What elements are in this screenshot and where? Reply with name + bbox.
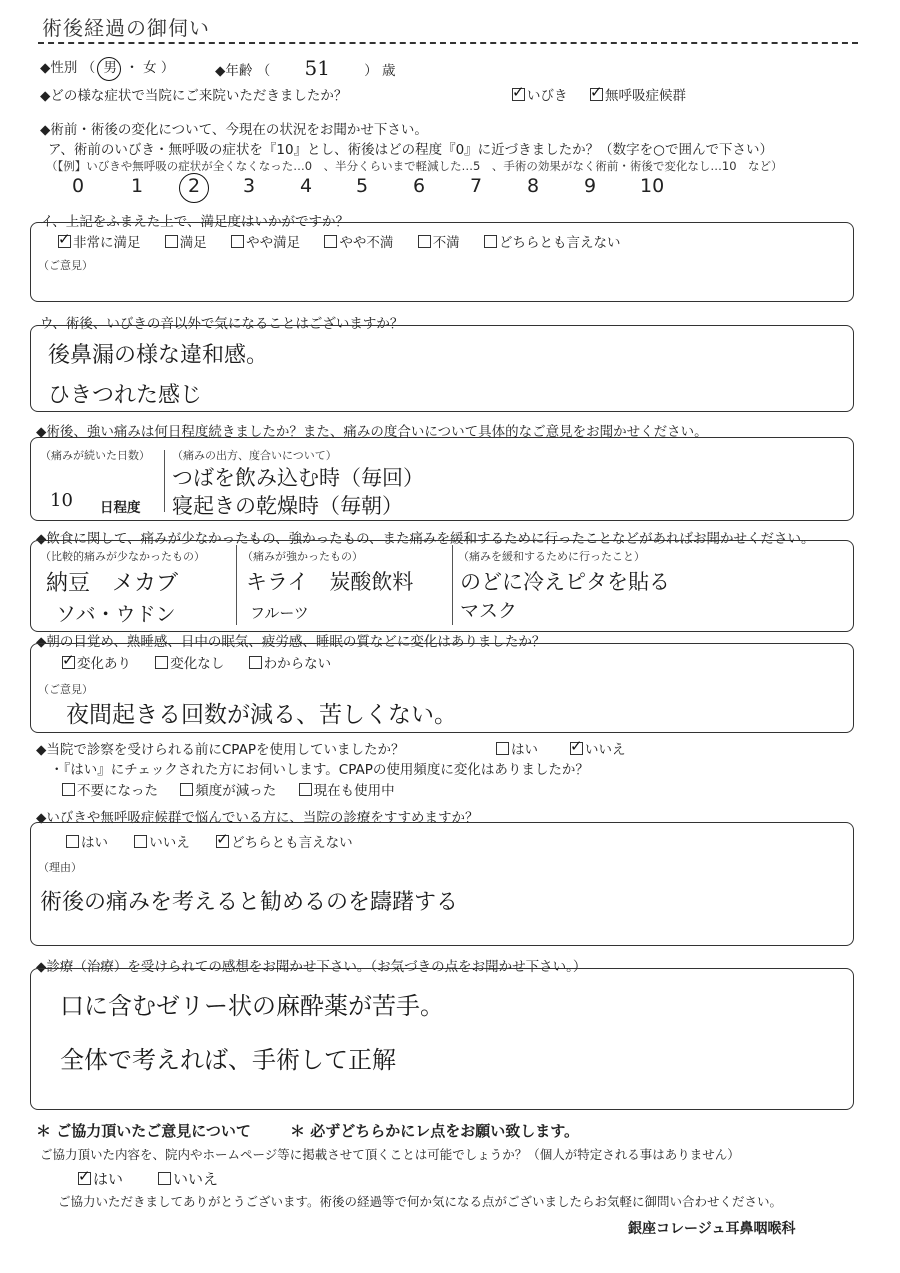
checkbox[interactable] bbox=[66, 835, 79, 848]
option-label: 頻度が減った bbox=[195, 783, 277, 799]
option-label: 不要になった bbox=[77, 783, 158, 799]
checkbox[interactable] bbox=[418, 235, 431, 248]
other-question: ウ、術後、いびきの音以外で気になることはございますか？ bbox=[40, 316, 404, 332]
age-unit: 歳 bbox=[382, 63, 396, 79]
checkbox[interactable] bbox=[570, 742, 583, 755]
sex-male-label: 男 bbox=[103, 60, 117, 76]
option-label: やや不満 bbox=[339, 235, 394, 251]
food-col3-line1[interactable]: のどに冷えピタを貼る bbox=[460, 570, 670, 594]
symptom-question: ◆どの様な症状で当院にご来院いただきましたか？ bbox=[40, 88, 348, 104]
cpap-no-option[interactable] bbox=[570, 738, 626, 758]
snoring-checkbox[interactable] bbox=[512, 88, 525, 101]
checkbox[interactable] bbox=[324, 235, 337, 248]
checkbox[interactable] bbox=[62, 656, 75, 669]
pain-days-unit: 日程度 bbox=[100, 500, 141, 516]
option-label: 非常に満足 bbox=[73, 235, 141, 251]
pain-detail-label: （痛みの出方、度合いについて） bbox=[172, 449, 337, 462]
pain-days-label: （痛みが続いた日数） bbox=[40, 449, 150, 462]
option-label: やや満足 bbox=[246, 235, 301, 251]
page-title: 術後経過の御伺い bbox=[42, 16, 210, 40]
satisfaction-opt-very-satisfied[interactable] bbox=[58, 235, 141, 251]
recommend-answer[interactable]: 術後の痛みを考えると勧めるのを躊躇する bbox=[40, 890, 459, 915]
cpap-opt-not-needed[interactable] bbox=[62, 783, 158, 799]
option-label: どちらとも言えない bbox=[498, 235, 621, 251]
sex-male-option[interactable] bbox=[99, 60, 125, 76]
food-col1-line1[interactable]: 納豆 メカブ bbox=[46, 571, 179, 596]
age-label: ◆年齢 bbox=[215, 63, 253, 79]
age-paren-close: ） bbox=[364, 63, 378, 79]
checkbox[interactable] bbox=[158, 1172, 171, 1185]
option-label: 変化あり bbox=[77, 656, 131, 672]
food-col2-line1[interactable]: キライ 炭酸飲料 bbox=[246, 570, 414, 594]
other-answer-line1[interactable]: 後鼻漏の様な違和感。 bbox=[48, 343, 269, 368]
footer-heading1: ＊ ご協力頂いたご意見について bbox=[36, 1122, 251, 1140]
scale-9[interactable]: 9 bbox=[584, 175, 597, 197]
pain-days-value[interactable]: 10 bbox=[50, 490, 73, 511]
sex-paren-open: （ bbox=[81, 60, 96, 76]
scale-6[interactable]: 6 bbox=[413, 175, 426, 197]
option-label: どちらとも言えない bbox=[231, 835, 353, 851]
sex-question bbox=[40, 56, 174, 76]
recommend-reason-label: （理由） bbox=[38, 861, 82, 874]
checkbox[interactable] bbox=[165, 235, 178, 248]
sleep-question: ◆朝の目覚め、熟睡感、日中の眠気、疲労感、睡眠の質などに変化はありましたか？ bbox=[36, 634, 546, 650]
age-paren-open: （ bbox=[256, 63, 271, 79]
footer-heading2: ＊ 必ずどちらかにレ点をお願い致します。 bbox=[290, 1122, 580, 1140]
recommend-opt-neutral[interactable] bbox=[216, 835, 353, 851]
cpap-sub-options bbox=[62, 779, 395, 799]
cpap-yes-option[interactable] bbox=[496, 738, 538, 758]
option-label: はい bbox=[511, 742, 538, 758]
scale-3[interactable]: 3 bbox=[243, 175, 256, 197]
impression-answer-line2[interactable]: 全体で考えれば、手術して正解 bbox=[60, 1046, 396, 1074]
satisfaction-opinion-label: （ご意見） bbox=[38, 259, 93, 272]
symptom-snoring-option[interactable] bbox=[512, 84, 568, 104]
checkbox[interactable] bbox=[484, 235, 497, 248]
checkbox[interactable] bbox=[216, 835, 229, 848]
scale-1[interactable]: 1 bbox=[131, 175, 144, 197]
scale-0[interactable]: 0 bbox=[72, 175, 85, 197]
impression-question: ◆診療（治療）を受けられての感想をお聞かせ下さい。（お気づきの点をお聞かせ下さい。） bbox=[36, 959, 587, 975]
cpap-opt-reduced[interactable] bbox=[180, 783, 276, 799]
sleep-opt-changed[interactable] bbox=[62, 656, 131, 672]
other-answer-line2[interactable]: ひきつれた感じ bbox=[48, 383, 203, 408]
sex-paren-close: ） bbox=[160, 60, 175, 76]
checkbox[interactable] bbox=[496, 742, 509, 755]
food-divider-2 bbox=[452, 545, 453, 625]
food-divider-1 bbox=[236, 545, 237, 625]
option-label: はい bbox=[81, 835, 108, 851]
pain-question: ◆術後、強い痛みは何日程度続きましたか？また、痛みの度合いについて具体的なご意見をお聞かせください。 bbox=[36, 424, 708, 440]
satisfaction-question: イ、上記をふまえた上で、満足度はいかがですか？ bbox=[40, 214, 350, 230]
satisfaction-opt-satisfied[interactable] bbox=[165, 235, 207, 251]
sleep-opt-no-change[interactable] bbox=[155, 656, 224, 672]
food-col2-label: （痛みが強かったもの） bbox=[242, 550, 363, 563]
change-heading: ◆術前・術後の変化について、今現在の状況をお聞かせ下さい。 bbox=[40, 122, 428, 138]
change-question: ア、術前のいびき・無呼吸の症状を『10』とし、術後はどの程度『0』に近づきましたか？（数字を○で囲んで下さい） bbox=[48, 142, 773, 158]
cpap-opt-still-using[interactable] bbox=[299, 783, 395, 799]
option-label: 不満 bbox=[432, 235, 460, 251]
scale-10[interactable]: 10 bbox=[640, 175, 665, 197]
footer-yes-option[interactable] bbox=[78, 1168, 123, 1189]
checkbox[interactable] bbox=[62, 783, 75, 796]
scale-7[interactable]: 7 bbox=[470, 175, 483, 197]
sleep-opt-unknown[interactable] bbox=[249, 656, 332, 672]
footer-question: ご協力頂いた内容を、院内やホームページ等に掲載させて頂くことは可能でしょうか？（個人が特定される事はありません） bbox=[40, 1147, 740, 1162]
food-col1-label: （比較的痛みが少なかったもの） bbox=[40, 550, 205, 563]
sex-separator: ・ bbox=[125, 60, 139, 76]
sex-female-option[interactable]: 女 bbox=[143, 60, 157, 76]
satisfaction-opt-dissatisfied[interactable] bbox=[418, 235, 460, 251]
age-value[interactable]: 51 bbox=[304, 56, 330, 80]
footer-no-option[interactable] bbox=[158, 1168, 218, 1189]
apnea-label: 無呼吸症候群 bbox=[605, 88, 686, 104]
satisfaction-options bbox=[58, 231, 620, 251]
scale-2[interactable]: 2 bbox=[188, 175, 201, 197]
checkbox[interactable] bbox=[299, 783, 312, 796]
footer-thanks: ご協力いただきましてありがとうございます。術後の経過等で何か気になる点がございましたらお気軽に御問い合わせください。 bbox=[58, 1194, 783, 1209]
change-example: （【例】いびきや無呼吸の症状が全くなくなった…0 、半分くらいまで軽減した…5 、手術の効果がなく術前・術後で変化なし…10 など） bbox=[46, 159, 783, 173]
option-label: 満足 bbox=[179, 235, 207, 251]
impression-answer-line1[interactable]: 口に含むゼリー状の麻酔薬が苦手。 bbox=[60, 992, 444, 1020]
scale-8[interactable]: 8 bbox=[527, 175, 540, 197]
change-scale bbox=[62, 175, 722, 201]
sleep-answer[interactable]: 夜間起きる回数が減る、苦しくない。 bbox=[66, 702, 457, 728]
cpap-question: ◆当院で診察を受けられる前にCPAPを使用していましたか？ bbox=[36, 742, 405, 758]
title-divider bbox=[38, 42, 858, 44]
satisfaction-opt-neutral[interactable] bbox=[484, 235, 621, 251]
pain-detail-line1[interactable]: つばを飲み込む時（毎回） bbox=[172, 466, 424, 490]
recommend-question: ◆いびきや無呼吸症候群で悩んでいる方に、当院の診療をすすめますか？ bbox=[36, 810, 479, 826]
checkbox[interactable] bbox=[134, 835, 147, 848]
option-label: いいえ bbox=[585, 742, 626, 758]
checkbox[interactable] bbox=[155, 656, 168, 669]
food-col1-line2[interactable]: ソバ・ウドン bbox=[56, 602, 176, 626]
option-label: わからない bbox=[263, 656, 332, 672]
scale-5[interactable]: 5 bbox=[356, 175, 369, 197]
recommend-options bbox=[66, 831, 353, 851]
sleep-options bbox=[62, 652, 331, 672]
pain-divider bbox=[164, 450, 165, 512]
scale-4[interactable]: 4 bbox=[300, 175, 313, 197]
recommend-opt-no[interactable] bbox=[134, 835, 190, 851]
option-label: いいえ bbox=[173, 1170, 219, 1188]
symptom-apnea-option[interactable] bbox=[590, 84, 686, 104]
pain-box bbox=[30, 437, 854, 521]
scale-selected-circle bbox=[179, 173, 209, 203]
food-col3-line2[interactable]: マスク bbox=[460, 600, 518, 622]
checkbox[interactable] bbox=[231, 235, 244, 248]
satisfaction-opt-somewhat-dissatisfied[interactable] bbox=[324, 235, 393, 251]
checkbox[interactable] bbox=[78, 1172, 91, 1185]
apnea-checkbox[interactable] bbox=[590, 88, 603, 101]
option-label: はい bbox=[93, 1170, 124, 1188]
sleep-opinion-label: （ご意見） bbox=[38, 683, 93, 696]
age-question bbox=[215, 56, 396, 80]
food-question: ◆飲食に関して、痛みが少なかったもの、強かったもの、また痛みを緩和するために行ったことなどがあればお聞かせください。 bbox=[36, 531, 815, 547]
satisfaction-opt-somewhat-satisfied[interactable] bbox=[231, 235, 300, 251]
option-label: 現在も使用中 bbox=[313, 783, 395, 799]
sex-male-circle bbox=[97, 57, 121, 81]
option-label: 変化なし bbox=[170, 656, 225, 672]
sex-label: ◆性別 bbox=[40, 60, 78, 76]
clinic-name: 銀座コレージュ耳鼻咽喉科 bbox=[628, 1221, 796, 1237]
food-col3-label: （痛みを緩和するために行ったこと） bbox=[458, 550, 645, 563]
cpap-sub-question: ・『はい』にチェックされた方にお伺いします。CPAPの使用頻度に変化はありましたか？ bbox=[50, 762, 589, 778]
checkbox[interactable] bbox=[58, 235, 71, 248]
option-label: いいえ bbox=[149, 835, 190, 851]
snoring-label: いびき bbox=[527, 88, 568, 104]
food-col2-line2[interactable]: フルーツ bbox=[250, 604, 309, 622]
checkbox[interactable] bbox=[249, 656, 262, 669]
checkbox[interactable] bbox=[180, 783, 193, 796]
recommend-opt-yes[interactable] bbox=[66, 835, 108, 851]
pain-detail-line2[interactable]: 寝起きの乾燥時（毎朝） bbox=[172, 494, 403, 518]
